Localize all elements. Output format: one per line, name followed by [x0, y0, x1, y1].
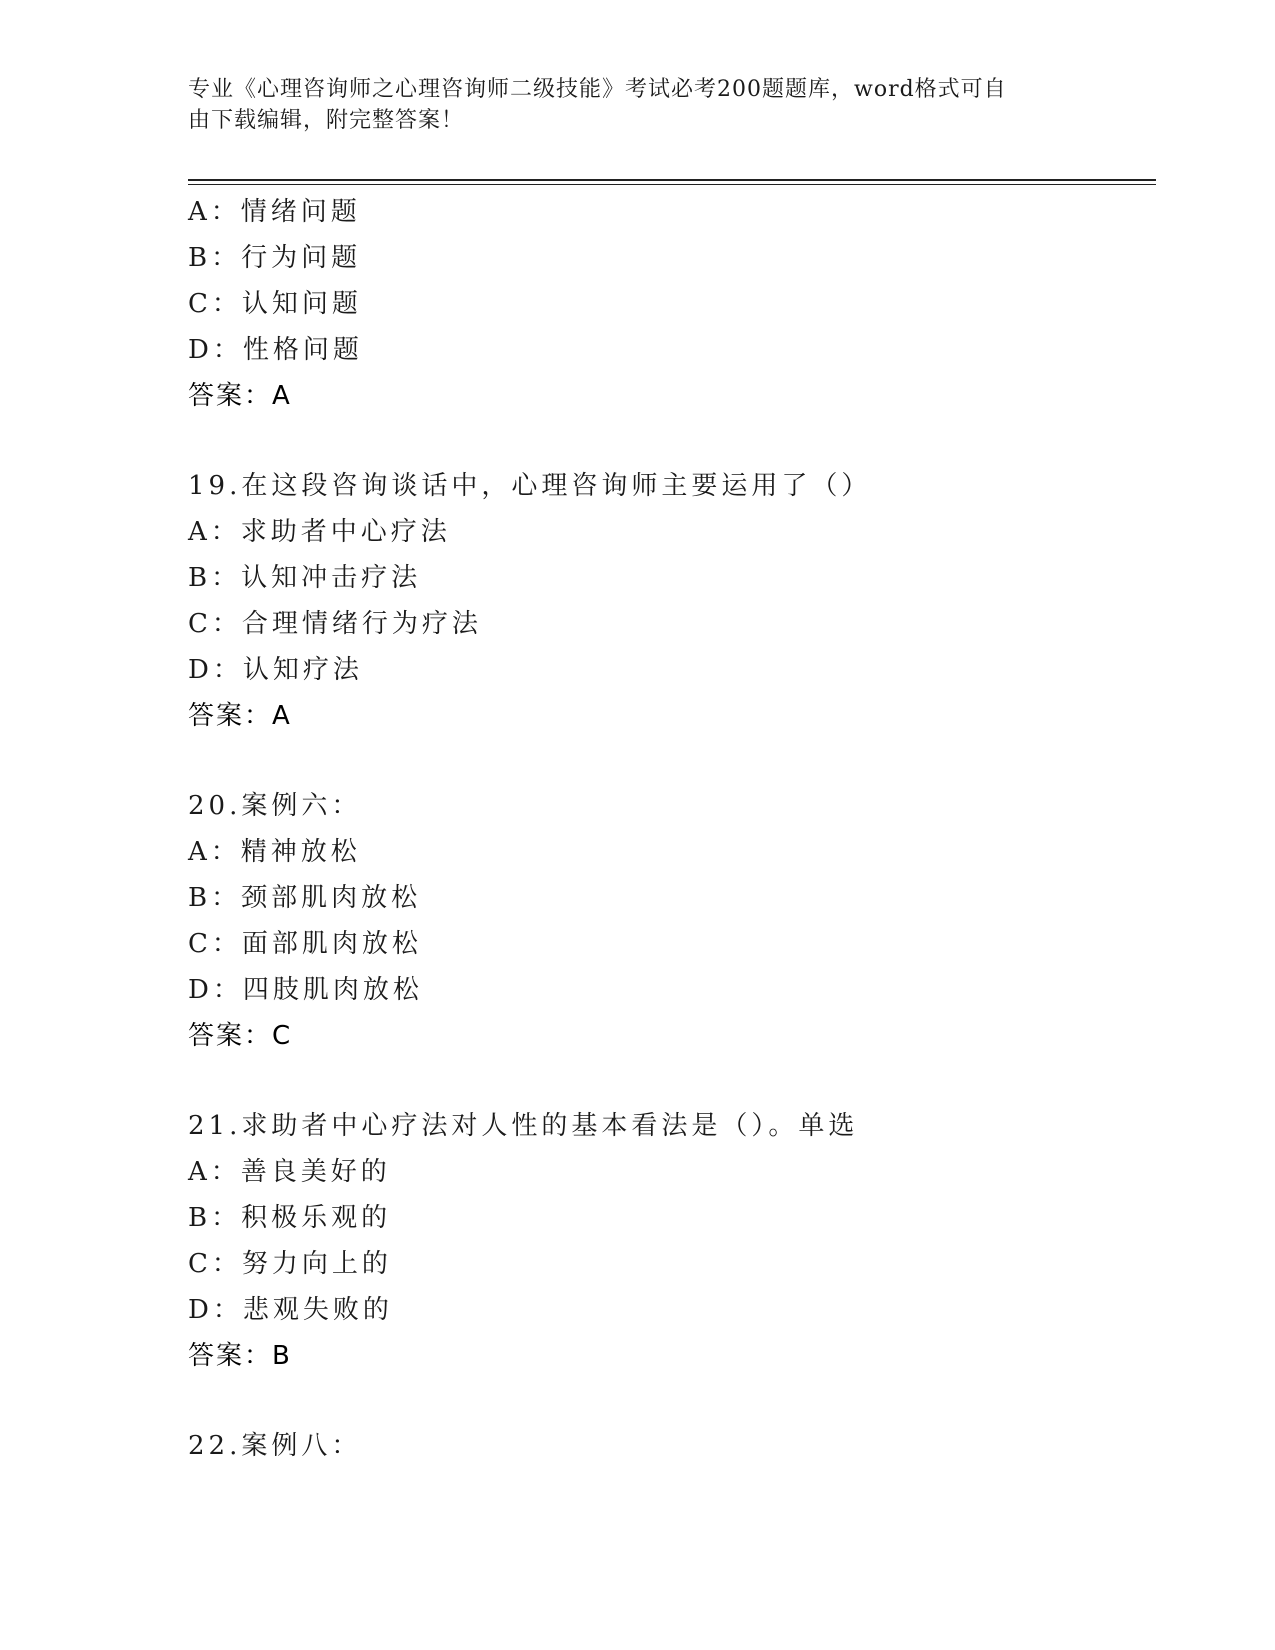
question-20: [188, 783, 1148, 1059]
question-stem: 22.案例八：: [188, 1431, 362, 1461]
answer-line: 答案：B: [188, 1341, 292, 1371]
question-stem: 20.案例六：: [188, 791, 362, 821]
option-d: D：悲观失败的: [188, 1295, 393, 1325]
question-18-continued: [188, 189, 1148, 419]
option-c: C：认知问题: [188, 289, 362, 319]
header-rule-thin: [188, 184, 1156, 185]
option-b: B：颈部肌肉放松: [188, 883, 422, 913]
option-c: C：努力向上的: [188, 1249, 392, 1279]
answer-line: 答案：A: [188, 701, 292, 731]
question-21: [188, 1103, 1148, 1379]
option-b: B：积极乐观的: [188, 1203, 392, 1233]
spacer: [188, 1059, 1148, 1103]
option-a: A：善良美好的: [188, 1157, 391, 1187]
option-a: A：求助者中心疗法: [188, 517, 451, 547]
option-b: B：行为问题: [188, 243, 362, 273]
header-line-2: 由下载编辑，附完整答案！: [188, 108, 465, 133]
document-header: [188, 74, 1068, 136]
spacer: [188, 739, 1148, 783]
header-line-1: 专业《心理咨询师之心理咨询师二级技能》考试必考200题题库，word格式可自: [188, 77, 1007, 102]
answer-line: 答案：A: [188, 381, 292, 411]
spacer: [188, 419, 1148, 463]
question-stem: 19.在这段咨询谈话中，心理咨询师主要运用了（）: [188, 471, 872, 501]
option-c: C：合理情绪行为疗法: [188, 609, 482, 639]
header-rule-thick: [188, 179, 1156, 181]
option-d: D：性格问题: [188, 335, 363, 365]
option-a: A：情绪问题: [188, 197, 361, 227]
answer-line: 答案：C: [188, 1021, 293, 1051]
question-stem: 21.求助者中心疗法对人性的基本看法是（）。单选: [188, 1111, 859, 1141]
question-list: [188, 189, 1148, 1469]
question-19: [188, 463, 1148, 739]
question-22: [188, 1423, 1148, 1469]
option-d: D：认知疗法: [188, 655, 363, 685]
option-c: C：面部肌肉放松: [188, 929, 422, 959]
option-a: A：精神放松: [188, 837, 361, 867]
option-b: B：认知冲击疗法: [188, 563, 422, 593]
option-d: D：四肢肌肉放松: [188, 975, 423, 1005]
spacer: [188, 1379, 1148, 1423]
